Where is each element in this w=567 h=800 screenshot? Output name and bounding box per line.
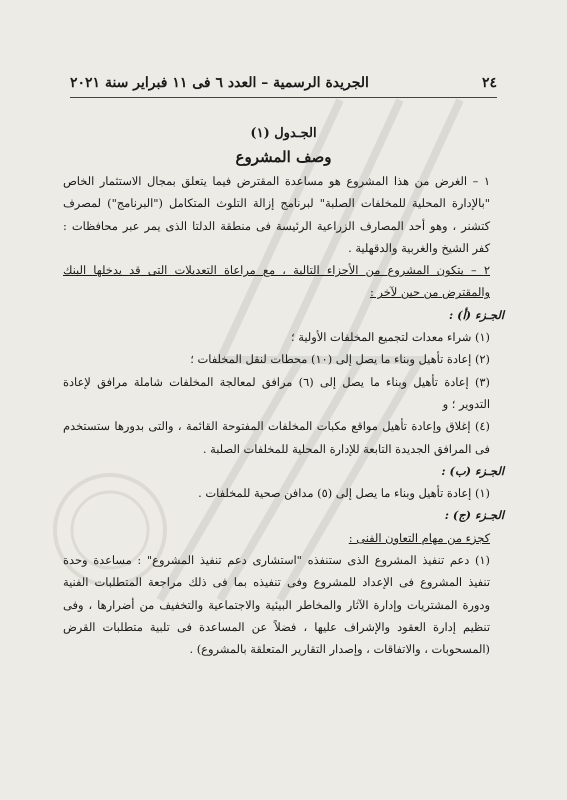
part-c-intro: كجزء من مهام التعاون الفنى : xyxy=(348,530,490,545)
part-a-heading: الجـزء (أ) : xyxy=(448,307,504,322)
document-body xyxy=(63,170,504,661)
part-b-heading: الجـزء (ب) : xyxy=(441,463,504,478)
project-description-title: وصف المشروع xyxy=(235,148,332,166)
page-number: ٢٤ xyxy=(481,75,497,91)
part-c-item-1: (١) دعم تنفيذ المشروع الذى ستنفذه "استشارى دعم تنفيذ المشروع" : مساعدة وحدة تنفيذ المشروع فى الإعداد للمشروع وفى تنفيذه بما فى ذلك مراجعة المتطلبات الفنية ودورة المشتريات وإدارة الآثار والمخاطر البيئية والاجتماعية والتخفيف من أضرارها ، وفى تنظيم إدارة العقود والإشراف عليها ، فضلاً عن المساعدة فى تلبية متطلبات القرض (المسحوبات ، والاتفاقات ، وإصدار التقارير المتعلقة بالمشروع) . xyxy=(63,553,490,657)
paragraph-purpose: ١ – الغرض من هذا المشروع هو مساعدة المقترض فيما يتعلق بمجال الاستثمار الخاص "بالإدارة المحلية للمخلفات الصلبة" لبرنامج إزالة التلوث المتكامل ("البرنامج") لمصرف كتشنر ، وهو أحد المصارف الزراعية الرئيسة فى منطقة الدلتا الذى يمر عبر محافظات : كفر الشيخ والغربية والدقهلية . xyxy=(63,174,490,255)
header-rule xyxy=(70,97,497,98)
part-a-item-1: (١) شراء معدات لتجميع المخلفات الأولية ؛ xyxy=(290,330,490,345)
part-a-item-4: (٤) إغلاق وإعادة تأهيل مواقع مكبات المخلفات المفتوحة القائمة ، والتى بدورها ستستخدم فى المرافق الجديدة التابعة للإدارة المحلية للمخلفات الصلبة . xyxy=(63,419,490,456)
page-header xyxy=(70,70,497,96)
running-title: الجريدة الرسمية – العدد ٦ فى ١١ فبراير سنة ٢٠٢١ xyxy=(70,75,369,91)
schedule-title: الجـدول (١) xyxy=(250,126,317,141)
part-b-item-1: (١) إعادة تأهيل وبناء ما يصل إلى (٥) مدافن صحية للمخلفات . xyxy=(198,486,490,501)
paragraph-components: ٢ – يتكون المشروع من الأجزاء التالية ، مع مراعاة التعديلات التى قد يدخلها البنك والمقترض من حين لآخر : xyxy=(63,263,490,300)
part-a-item-2: (٢) إعادة تأهيل وبناء ما يصل إلى (١٠) محطات لنقل المخلفات ؛ xyxy=(190,352,490,367)
part-a-item-3: (٣) إعادة تأهيل وبناء ما يصل إلى (٦) مرافق لمعالجة المخلفات شاملة مرافق لإعادة التدوير ؛ و xyxy=(63,374,490,411)
part-c-heading: الجـزء (ج) : xyxy=(444,508,504,523)
